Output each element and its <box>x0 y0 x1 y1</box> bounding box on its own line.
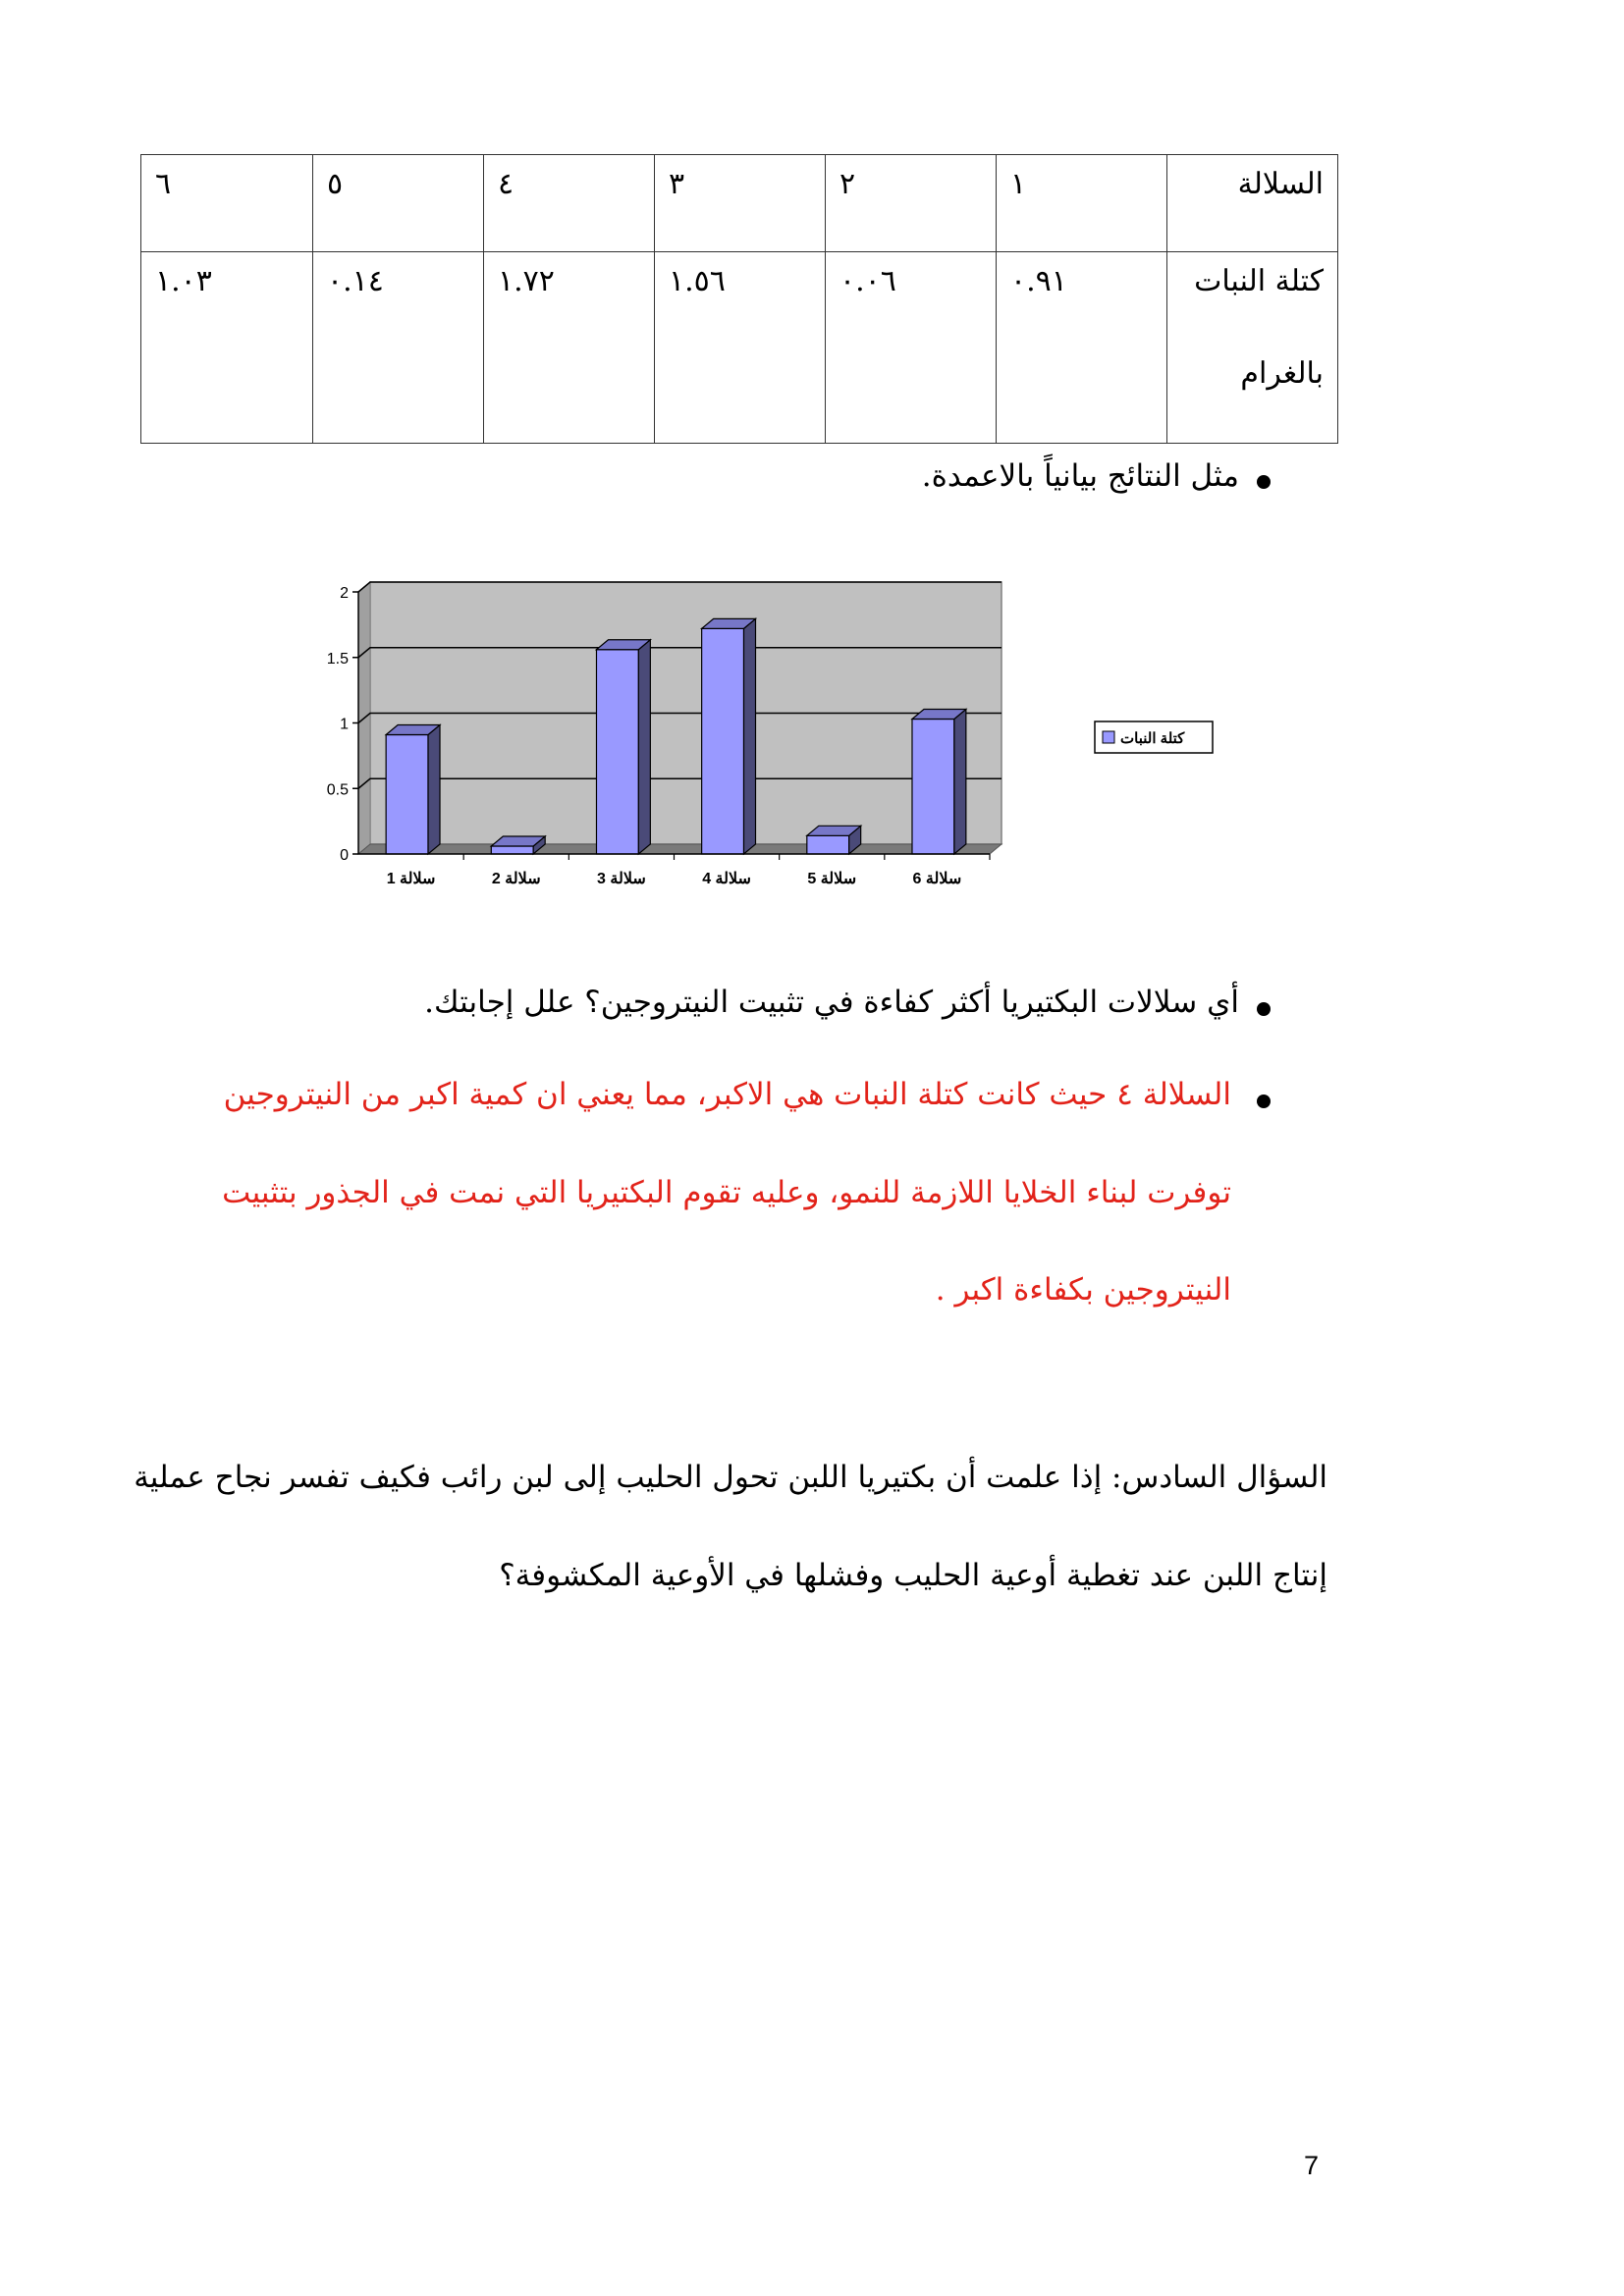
bar-side <box>744 618 756 854</box>
table-cell: ١.٥٦ <box>655 252 826 444</box>
answer-line-2: توفرت لبناء الخلايا اللازمة للنمو، وعليه تقوم البكتيريا التي نمت في الجذور بتثبيت <box>222 1175 1231 1210</box>
table-cell: ٦ <box>141 155 313 252</box>
bar-side <box>954 709 966 854</box>
bar-front <box>702 628 744 854</box>
table-header-mass <box>1167 252 1338 444</box>
bar-front <box>491 846 533 854</box>
bar-front <box>596 650 638 854</box>
table-cell: ٠.٩١ <box>997 252 1167 444</box>
x-tick-label: سلالة 2 <box>491 871 541 887</box>
bar-front <box>912 719 954 854</box>
table-row <box>141 155 1338 252</box>
table-cell: ٥ <box>313 155 484 252</box>
table-header-mass-line2: بالغرام <box>1240 356 1324 391</box>
table-row <box>141 252 1338 444</box>
table-cell: ٠.١٤ <box>313 252 484 444</box>
table-cell: ١ <box>997 155 1167 252</box>
table-cell: ٢ <box>826 155 997 252</box>
bar-side <box>428 725 440 854</box>
instruction-bullet: مثل النتائج بيانياً بالاعمدة. <box>921 458 1239 494</box>
table-header-mass-line1: كتلة النبات <box>1194 264 1324 298</box>
x-tick-label: سلالة 5 <box>807 871 857 887</box>
bullet-dot <box>1257 1095 1271 1108</box>
chart-plot-area <box>358 582 1001 854</box>
table-cell: ١.٠٣ <box>141 252 313 444</box>
question-six-line-1: السؤال السادس: إذا علمت أن بكتيريا اللبن تحول الحليب إلى لبن رائب فكيف تفسر نجاح عملية <box>134 1460 1327 1495</box>
question-six-line-2: إنتاج اللبن عند تغطية أوعية الحليب وفشلها في الأوعية المكشوفة؟ <box>499 1558 1327 1593</box>
table-header-strain: السلالة <box>1167 155 1338 252</box>
y-tick-label: 1.5 <box>326 650 349 667</box>
legend-label: كتلة النبات <box>1120 730 1185 747</box>
question-text: أي سلالات البكتيريا أكثر كفاءة في تثبيت النيتروجين؟ علل إجابتك. <box>424 985 1239 1020</box>
x-tick-label: سلالة 4 <box>702 871 751 887</box>
chart-legend <box>1095 721 1213 753</box>
x-tick-label: سلالة 1 <box>386 871 436 887</box>
answer-line-1: السلالة ٤ حيث كانت كتلة النبات هي الاكبر، مما يعني ان كمية اكبر من النيتروجين <box>223 1077 1231 1112</box>
bar-front <box>386 735 428 854</box>
bar-front <box>807 835 849 854</box>
bullet-dot <box>1257 1002 1271 1016</box>
y-tick-label: 2 <box>340 585 349 602</box>
legend-swatch <box>1103 731 1114 743</box>
page-number: 7 <box>1304 2151 1320 2180</box>
plot-floor <box>358 844 1001 854</box>
x-tick-label: سلالة 3 <box>597 871 646 887</box>
answer-line-3: النيتروجين بكفاءة اكبر . <box>935 1272 1231 1308</box>
strain-data-table <box>140 154 1338 444</box>
y-tick-label: 0.5 <box>326 781 349 799</box>
bar-side <box>638 640 650 854</box>
table-cell: ٣ <box>655 155 826 252</box>
table-cell: ٤ <box>484 155 655 252</box>
bar-chart <box>304 564 1227 908</box>
bullet-dot <box>1257 475 1271 489</box>
y-tick-label: 0 <box>340 847 349 864</box>
table-cell: ١.٧٢ <box>484 252 655 444</box>
x-tick-label: سلالة 6 <box>912 871 962 887</box>
y-tick-label: 1 <box>340 716 349 733</box>
table-cell: ٠.٠٦ <box>826 252 997 444</box>
